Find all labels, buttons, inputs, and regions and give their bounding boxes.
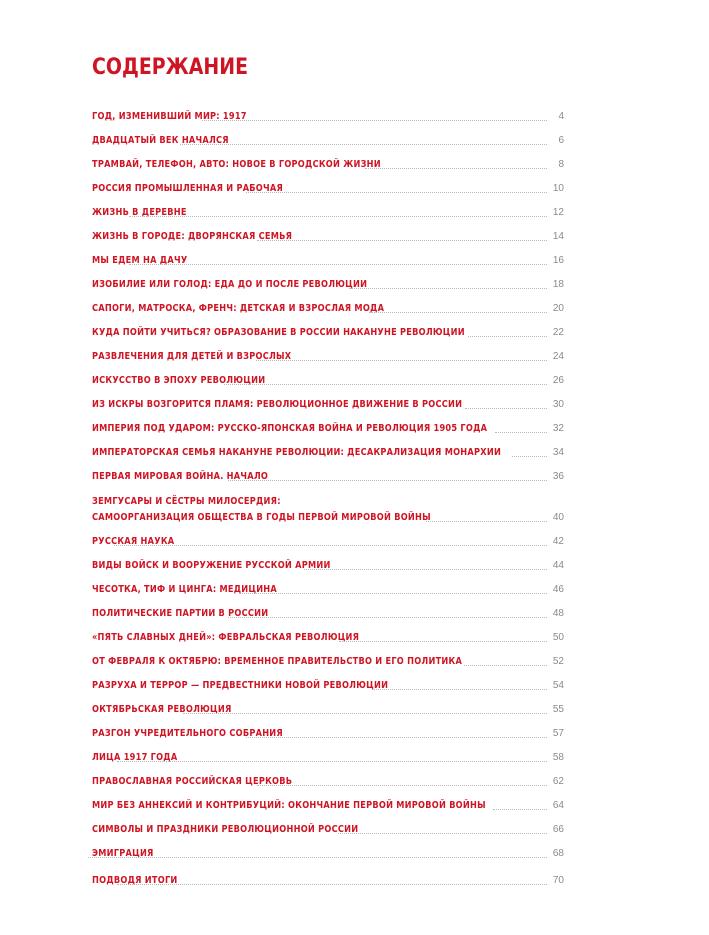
dot-leader xyxy=(224,374,547,385)
dot-leader xyxy=(374,679,547,690)
dot-leader xyxy=(512,446,547,457)
entry-row xyxy=(92,350,564,364)
entry-title: КУДА ПОЙТИ УЧИТЬСЯ? ОБРАЗОВАНИЕ В РОССИИ НАКАНУНЕ РЕВОЛЮЦИИ xyxy=(92,327,465,338)
dot-leader xyxy=(468,326,547,337)
dot-leader xyxy=(246,727,547,738)
page-title: СОДЕРЖАНИЕ xyxy=(92,55,249,80)
toc-entry xyxy=(92,374,564,388)
entry-title: ЖИЗНЬ В ГОРОДЕ: ДВОРЯНСКАЯ СЕМЬЯ xyxy=(92,231,293,242)
dot-leader xyxy=(228,607,547,618)
page-number: 57 xyxy=(552,728,564,739)
entry-title: «ПЯТЬ СЛАВНЫХ ДНЕЙ»: ФЕВРАЛЬСКАЯ РЕВОЛЮЦИЯ xyxy=(92,632,360,643)
entry-row xyxy=(92,655,564,669)
dot-leader xyxy=(257,230,547,241)
entry-title: САМООРГАНИЗАЦИЯ ОБЩЕСТВА В ГОДЫ ПЕРВОЙ МИРОВОЙ ВОЙНЫ xyxy=(92,512,431,523)
toc-entry xyxy=(92,655,564,669)
toc-entry xyxy=(92,326,564,340)
page-number: 4 xyxy=(558,111,564,122)
dot-leader xyxy=(465,398,547,409)
entry-title: ПОДВОДЯ ИТОГИ xyxy=(92,875,178,886)
entry-row xyxy=(92,583,564,597)
page-number: 66 xyxy=(552,824,564,835)
entry-title: ОКТЯБРЬСКАЯ РЕВОЛЮЦИЯ xyxy=(92,704,232,715)
entry-row xyxy=(92,110,564,124)
toc-entry xyxy=(92,727,564,741)
toc-entry xyxy=(92,398,564,412)
entry-row xyxy=(92,607,564,621)
entry-row xyxy=(92,470,564,484)
entry-row xyxy=(92,158,564,172)
entry-title: САПОГИ, МАТРОСКА, ФРЕНЧ: ДЕТСКАЯ И ВЗРОСЛАЯ МОДА xyxy=(92,303,385,314)
entry-row xyxy=(92,422,564,436)
entry-row xyxy=(92,278,564,292)
entry-row xyxy=(92,799,564,813)
entry-title: ЛИЦА 1917 ГОДА xyxy=(92,752,178,763)
entry-title: ОТ ФЕВРАЛЯ К ОКТЯБРЮ: ВРЕМЕННОЕ ПРАВИТЕЛЬСТВО И ЕГО ПОЛИТИКА xyxy=(92,656,463,667)
entry-row xyxy=(92,751,564,765)
toc-entry xyxy=(92,350,564,364)
entry-row xyxy=(92,254,564,268)
entry-title: РОССИЯ ПРОМЫШЛЕННАЯ И РАБОЧАЯ xyxy=(92,183,284,194)
toc-entry xyxy=(92,422,564,436)
entry-row xyxy=(92,847,564,861)
entry-row xyxy=(92,302,564,316)
dot-leader xyxy=(202,110,547,121)
toc-entry xyxy=(92,559,564,573)
dot-leader xyxy=(129,206,547,217)
dot-leader xyxy=(117,751,547,762)
page-number: 18 xyxy=(552,279,564,290)
toc-entry xyxy=(92,751,564,765)
entry-title: ИСКУССТВО В ЭПОХУ РЕВОЛЮЦИИ xyxy=(92,375,266,386)
entry-row xyxy=(92,874,564,888)
toc-entry xyxy=(92,495,564,525)
toc-entry xyxy=(92,302,564,316)
page-number: 16 xyxy=(552,255,564,266)
dot-leader xyxy=(349,278,547,289)
dot-leader xyxy=(129,254,547,265)
toc-entry xyxy=(92,823,564,837)
entry-title: ЖИЗНЬ В ДЕРЕВНЕ xyxy=(92,207,187,218)
entry-row xyxy=(92,823,564,837)
dot-leader xyxy=(183,703,547,714)
dot-leader xyxy=(493,799,547,810)
entry-title: ПЕРВАЯ МИРОВАЯ ВОЙНА. НАЧАЛО xyxy=(92,471,269,482)
dot-leader xyxy=(369,302,547,313)
page-number: 68 xyxy=(552,848,564,859)
entry-title: ИЗОБИЛИЕ ИЛИ ГОЛОД: ЕДА ДО И ПОСЛЕ РЕВОЛЮЦИИ xyxy=(92,279,368,290)
page-number: 8 xyxy=(558,159,564,170)
toc-entry xyxy=(92,799,564,813)
page-number: 52 xyxy=(552,656,564,667)
toc-entry xyxy=(92,703,564,717)
entry-row xyxy=(92,206,564,220)
page-number: 22 xyxy=(552,327,564,338)
entry-title: ГОД, ИЗМЕНИВШИЙ МИР: 1917 xyxy=(92,111,247,122)
dot-leader xyxy=(339,631,547,642)
entry-title: ИЗ ИСКРЫ ВОЗГОРИТСЯ ПЛАМЯ: РЕВОЛЮЦИОННОЕ ДВИЖЕНИЕ В РОССИИ xyxy=(92,399,463,410)
entry-title: РАЗРУХА И ТЕРРОР — ПРЕДВЕСТНИКИ НОВОЙ РЕВОЛЮЦИИ xyxy=(92,680,389,691)
page-number: 54 xyxy=(552,680,564,691)
page-number: 34 xyxy=(552,447,564,458)
toc-entry xyxy=(92,254,564,268)
toc-entry xyxy=(92,182,564,196)
entry-title: МЫ ЕДЕМ НА ДАЧУ xyxy=(92,255,188,266)
page-number: 36 xyxy=(552,471,564,482)
page-number: 6 xyxy=(558,135,564,146)
entry-title: ИМПЕРАТОРСКАЯ СЕМЬЯ НАКАНУНЕ РЕВОЛЮЦИИ: ДЕСАКРАЛИЗАЦИЯ МОНАРХИИ xyxy=(92,447,502,458)
entry-title: ЭМИГРАЦИЯ xyxy=(92,848,154,859)
dot-leader xyxy=(338,823,547,834)
entry-row xyxy=(92,631,564,645)
page-number: 10 xyxy=(552,183,564,194)
page-number: 12 xyxy=(552,207,564,218)
entry-title: МИР БЕЗ АННЕКСИЙ И КОНТРИБУЦИЙ: ОКОНЧАНИЕ ПЕРВОЙ МИРОВОЙ ВОЙНЫ xyxy=(92,800,486,811)
toc-entry xyxy=(92,535,564,549)
toc-entry xyxy=(92,278,564,292)
toc-entry xyxy=(92,134,564,148)
dot-leader xyxy=(228,470,547,481)
entry-title: ЧЕСОТКА, ТИФ И ЦИНГА: МЕДИЦИНА xyxy=(92,584,278,595)
page-number: 44 xyxy=(552,560,564,571)
entry-row xyxy=(92,134,564,148)
toc-entry xyxy=(92,583,564,597)
toc-entry xyxy=(92,446,564,460)
toc-entry xyxy=(92,775,564,789)
entry-row xyxy=(92,326,564,340)
entry-row xyxy=(92,374,564,388)
page-number: 48 xyxy=(552,608,564,619)
entry-title: РУССКАЯ НАУКА xyxy=(92,536,175,547)
toc-entry xyxy=(92,607,564,621)
page-number: 46 xyxy=(552,584,564,595)
dot-leader xyxy=(246,182,547,193)
entry-row xyxy=(92,182,564,196)
dot-leader xyxy=(257,775,547,786)
entry-row xyxy=(92,727,564,741)
dot-leader xyxy=(304,559,547,570)
entry-title: ТРАМВАЙ, ТЕЛЕФОН, АВТО: НОВОЕ В ГОРОДСКОЙ ЖИЗНИ xyxy=(92,159,381,170)
entry-title: РАЗВЛЕЧЕНИЯ ДЛЯ ДЕТЕЙ И ВЗРОСЛЫХ xyxy=(92,351,292,362)
page-number: 24 xyxy=(552,351,564,362)
toc-entry xyxy=(92,631,564,645)
toc-entry xyxy=(92,230,564,244)
page-number: 58 xyxy=(552,752,564,763)
page-number: 55 xyxy=(552,704,564,715)
page-number: 20 xyxy=(552,303,564,314)
entry-row xyxy=(92,446,564,460)
toc-entry xyxy=(92,206,564,220)
dot-leader xyxy=(495,422,547,433)
entry-title: ПОЛИТИЧЕСКИЕ ПАРТИИ В РОССИИ xyxy=(92,608,269,619)
page-number: 62 xyxy=(552,776,564,787)
entry-row xyxy=(92,535,564,549)
dot-leader xyxy=(117,874,547,885)
entry-title: ИМПЕРИЯ ПОД УДАРОМ: РУССКО-ЯПОНСКАЯ ВОЙНА И РЕВОЛЮЦИЯ 1905 ГОДА xyxy=(92,423,488,434)
toc-entry xyxy=(92,679,564,693)
entry-row xyxy=(92,511,564,525)
entry-row xyxy=(92,230,564,244)
entry-row xyxy=(92,703,564,717)
dot-leader xyxy=(88,847,547,858)
page-number: 70 xyxy=(552,875,564,886)
toc-entry xyxy=(92,158,564,172)
page-number: 40 xyxy=(552,512,564,523)
toc-entry xyxy=(92,847,564,861)
dot-leader xyxy=(256,350,547,361)
dot-leader xyxy=(114,535,548,546)
dot-leader xyxy=(365,158,547,169)
toc-entry xyxy=(92,874,564,888)
entry-title: РАЗГОН УЧРЕДИТЕЛЬНОГО СОБРАНИЯ xyxy=(92,728,283,739)
entry-title-line1: ЗЕМГУСАРЫ И СЁСТРЫ МИЛОСЕРДИЯ: xyxy=(92,496,281,507)
toc-entry xyxy=(92,110,564,124)
entry-row xyxy=(92,775,564,789)
entry-row xyxy=(92,679,564,693)
dot-leader xyxy=(464,655,547,666)
page-number: 64 xyxy=(552,800,564,811)
toc-entry xyxy=(92,470,564,484)
dot-leader xyxy=(239,583,547,594)
page-number: 42 xyxy=(552,536,564,547)
dot-leader xyxy=(180,134,547,145)
entry-title: ВИДЫ ВОЙСК И ВООРУЖЕНИЕ РУССКОЙ АРМИИ xyxy=(92,560,331,571)
dot-leader xyxy=(426,511,547,522)
page-number: 30 xyxy=(552,399,564,410)
entry-row xyxy=(92,398,564,412)
entry-title: ПРАВОСЛАВНАЯ РОССИЙСКАЯ ЦЕРКОВЬ xyxy=(92,776,293,787)
page-number: 32 xyxy=(552,423,564,434)
entry-title: СИМВОЛЫ И ПРАЗДНИКИ РЕВОЛЮЦИОННОЙ РОССИИ xyxy=(92,824,359,835)
entry-row xyxy=(92,559,564,573)
page-number: 14 xyxy=(552,231,564,242)
page-number: 26 xyxy=(552,375,564,386)
page-number: 50 xyxy=(552,632,564,643)
entry-title: ДВАДЦАТЫЙ ВЕК НАЧАЛСЯ xyxy=(92,135,229,146)
